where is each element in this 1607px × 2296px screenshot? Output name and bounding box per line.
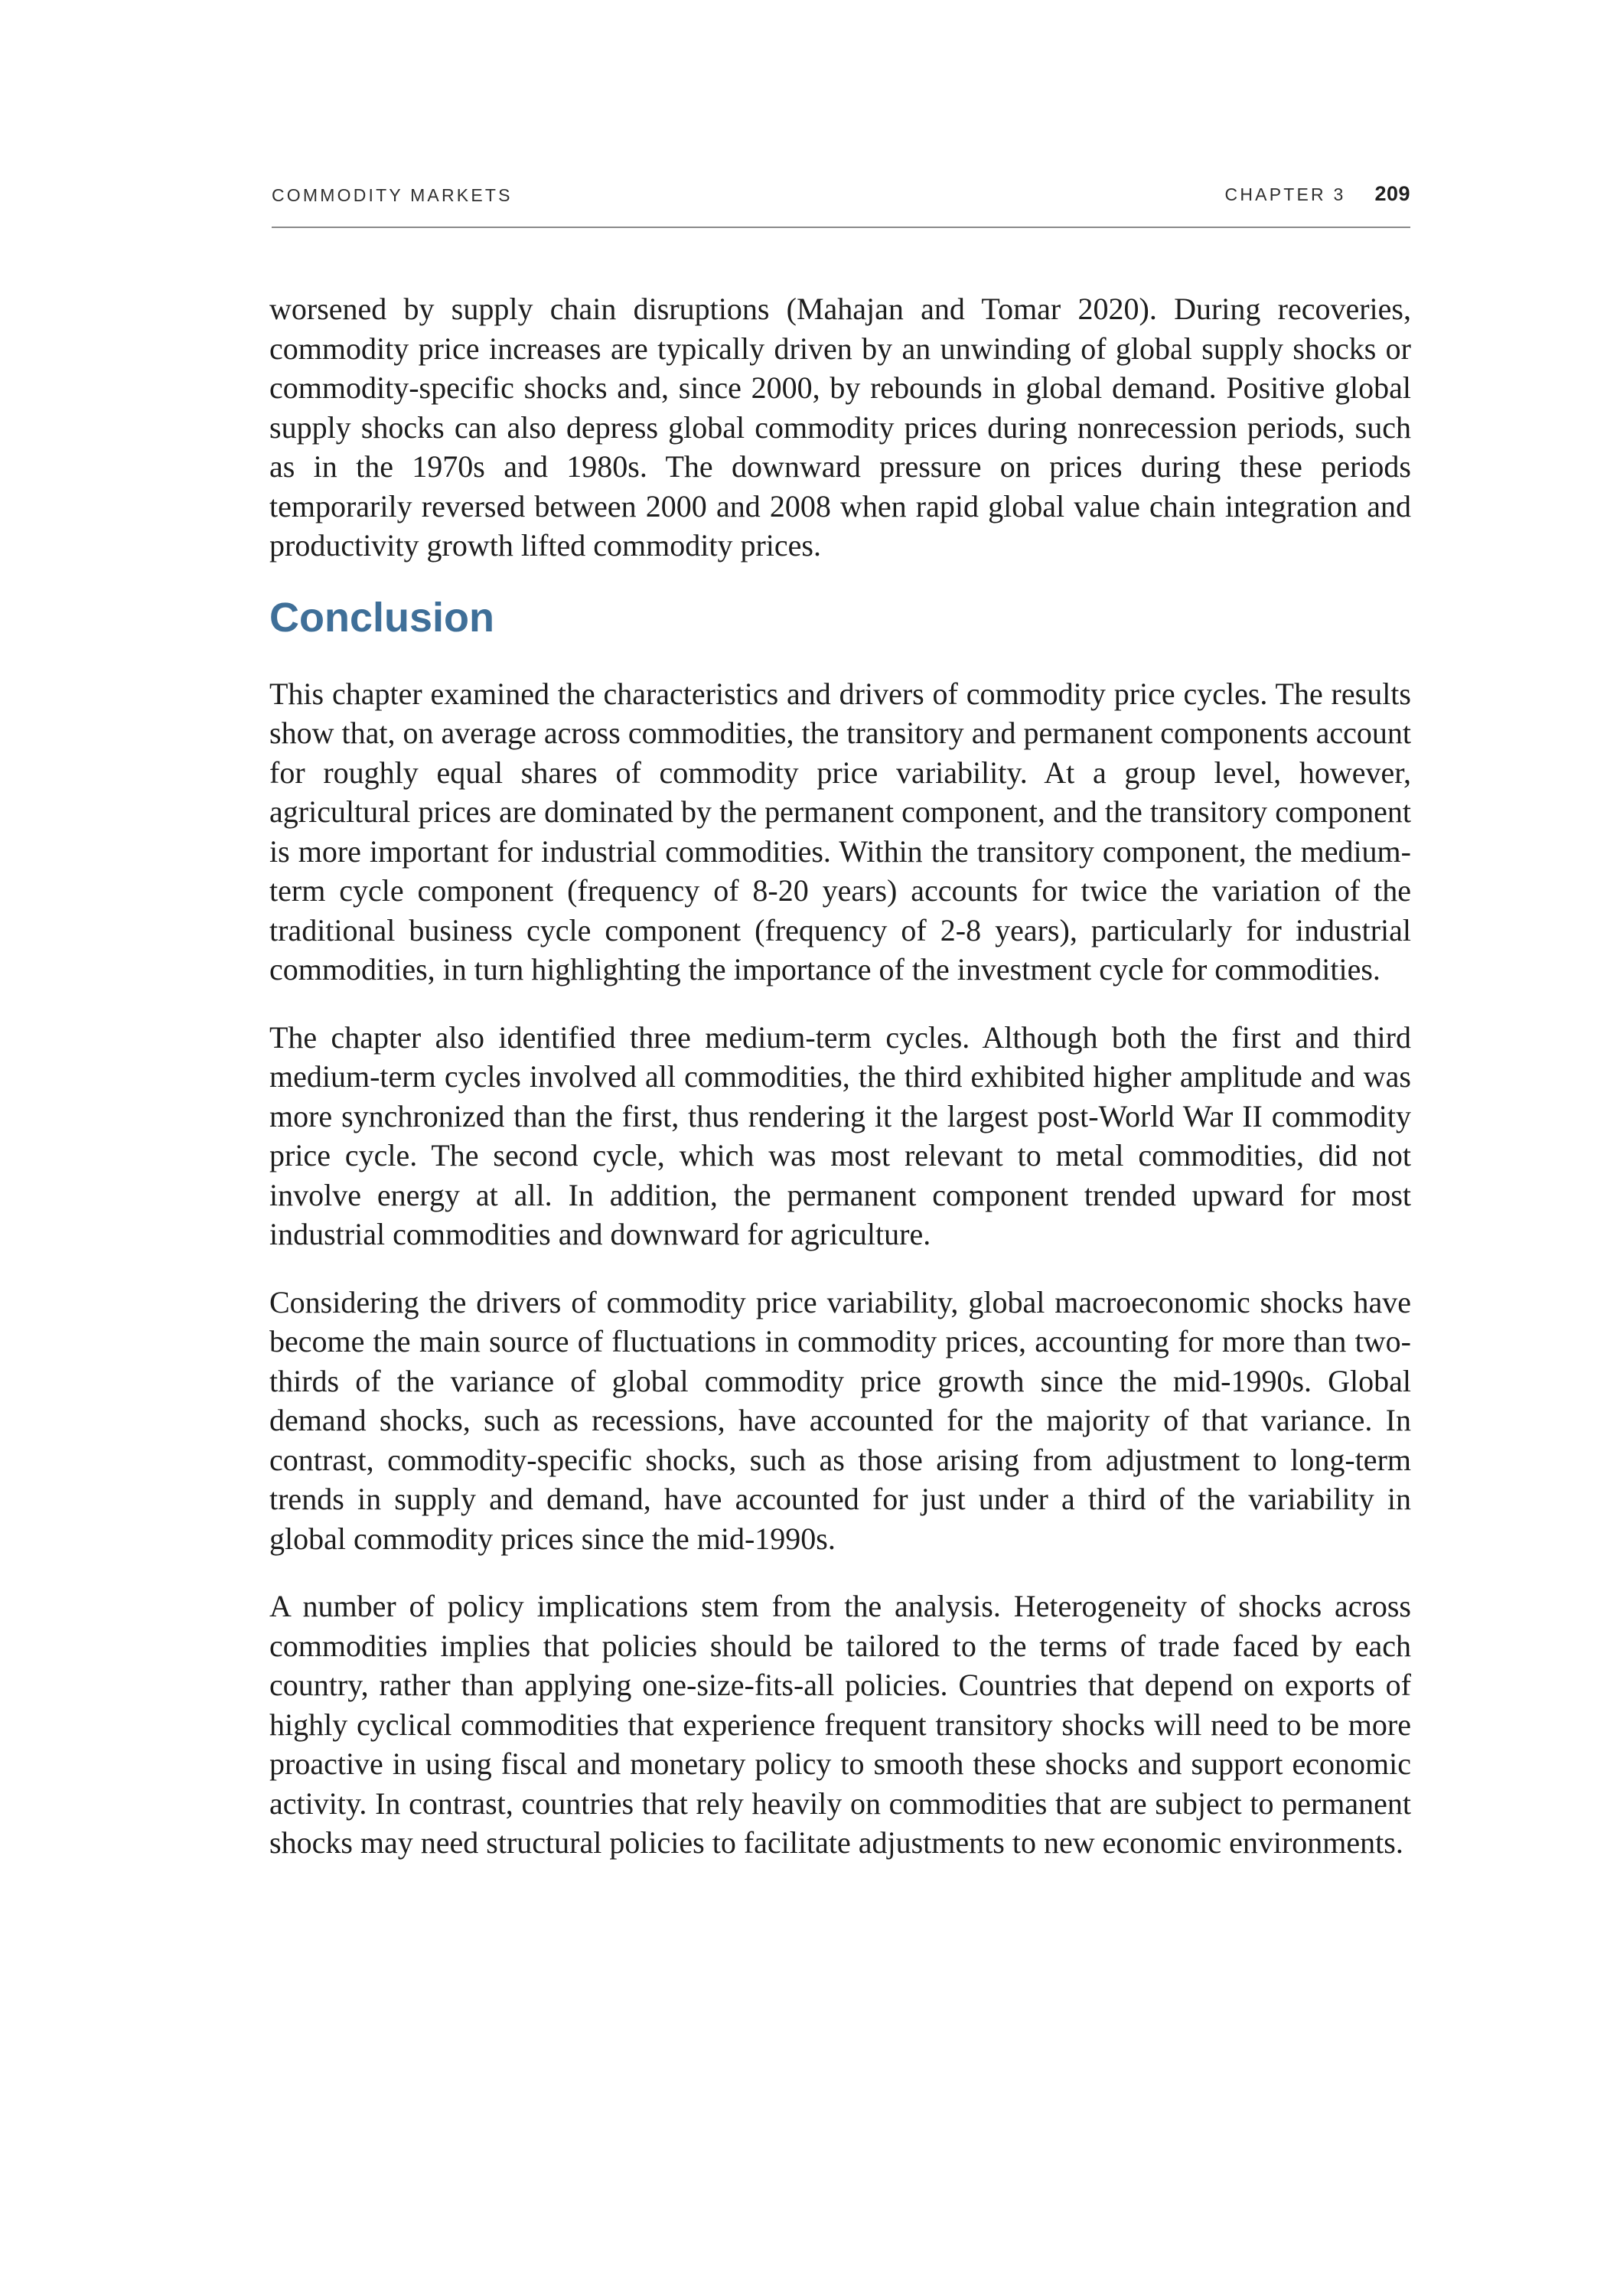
conclusion-paragraph-4: A number of policy implications stem from the analysis. Heterogeneity of shocks across commodities implies that policies should be tailored to the terms of trade faced by each country, rather than applying one-size-fits-all policies. Countries that depend on exports of highly cyclical commodities that experience frequent transitory shocks will need to be more proactive in using fiscal and monetary policy to smooth these shocks and support economic activity. In contrast, countries that rely heavily on commodities that are subject to permanent shocks may need structural policies to facilitate adjustments to new economic environments.	[269, 1589, 1411, 1860]
running-header	[272, 182, 1410, 213]
header-divider	[272, 227, 1410, 228]
page-number: 209	[1374, 182, 1410, 205]
chapter-label: CHAPTER 3	[1224, 184, 1346, 204]
section-heading: Conclusion	[269, 594, 494, 641]
conclusion-paragraph-2: The chapter also identified three medium-term cycles. Although both the first and third medium-term cycles involved all commodities, the third exhibited higher amplitude and was more synchronized than the first, thus rendering it the largest post-World War II commodity price cycle. The second cycle, which was most relevant to metal commodities, did not involve energy at all. In addition, the permanent component trended upward for most industrial commodities and downward for agriculture.	[269, 1019, 1411, 1251]
conclusion-paragraph-1: This chapter examined the characteristics and drivers of commodity price cycles. The results show that, on average across commodities, the transitory and permanent components account for roughly equal shares of commodity price variability. At a group level, however, agricultural prices are dominated by the permanent component, and the transitory component is more important for industrial commodities. Within the transitory component, the medium-term cycle component (frequency of 8-20 years) accounts for twice the variation of the traditional business cycle component (frequency of 2-8 years), particularly for industrial commodities, in turn highlighting the importance of the investment cycle for commodities.	[269, 676, 1411, 987]
body-text	[269, 289, 1411, 1891]
running-title: COMMODITY MARKETS	[272, 185, 513, 205]
intro-paragraph: worsened by supply chain disruptions (Mahajan and Tomar 2020). During recoveries, commodity price increases are typically driven by an unwinding of global supply shocks or commodity-specific shocks and, since 2000, by rebounds in global demand. Positive global supply shocks can also depress global commodity prices during nonrecession periods, such as in the 1970s and 1980s. The downward pressure on prices during these periods temporarily reversed between 2000 and 2008 when rapid global value chain integration and productivity growth lifted commodity prices.	[269, 292, 1411, 563]
chapter-page-label	[1225, 182, 1410, 206]
conclusion-paragraph-3: Considering the drivers of commodity price variability, global macroeconomic shocks have become the main source of fluctuations in commodity prices, accounting for more than two-thirds of the variance of global commodity price growth since the mid-1990s. Global demand shocks, such as recessions, have accounted for the majority of that variance. In contrast, commodity-specific shocks, such as those arising from adjustment to long-term trends in supply and demand, have accounted for just under a third of the variability in global commodity prices since the mid-1990s.	[269, 1284, 1411, 1556]
